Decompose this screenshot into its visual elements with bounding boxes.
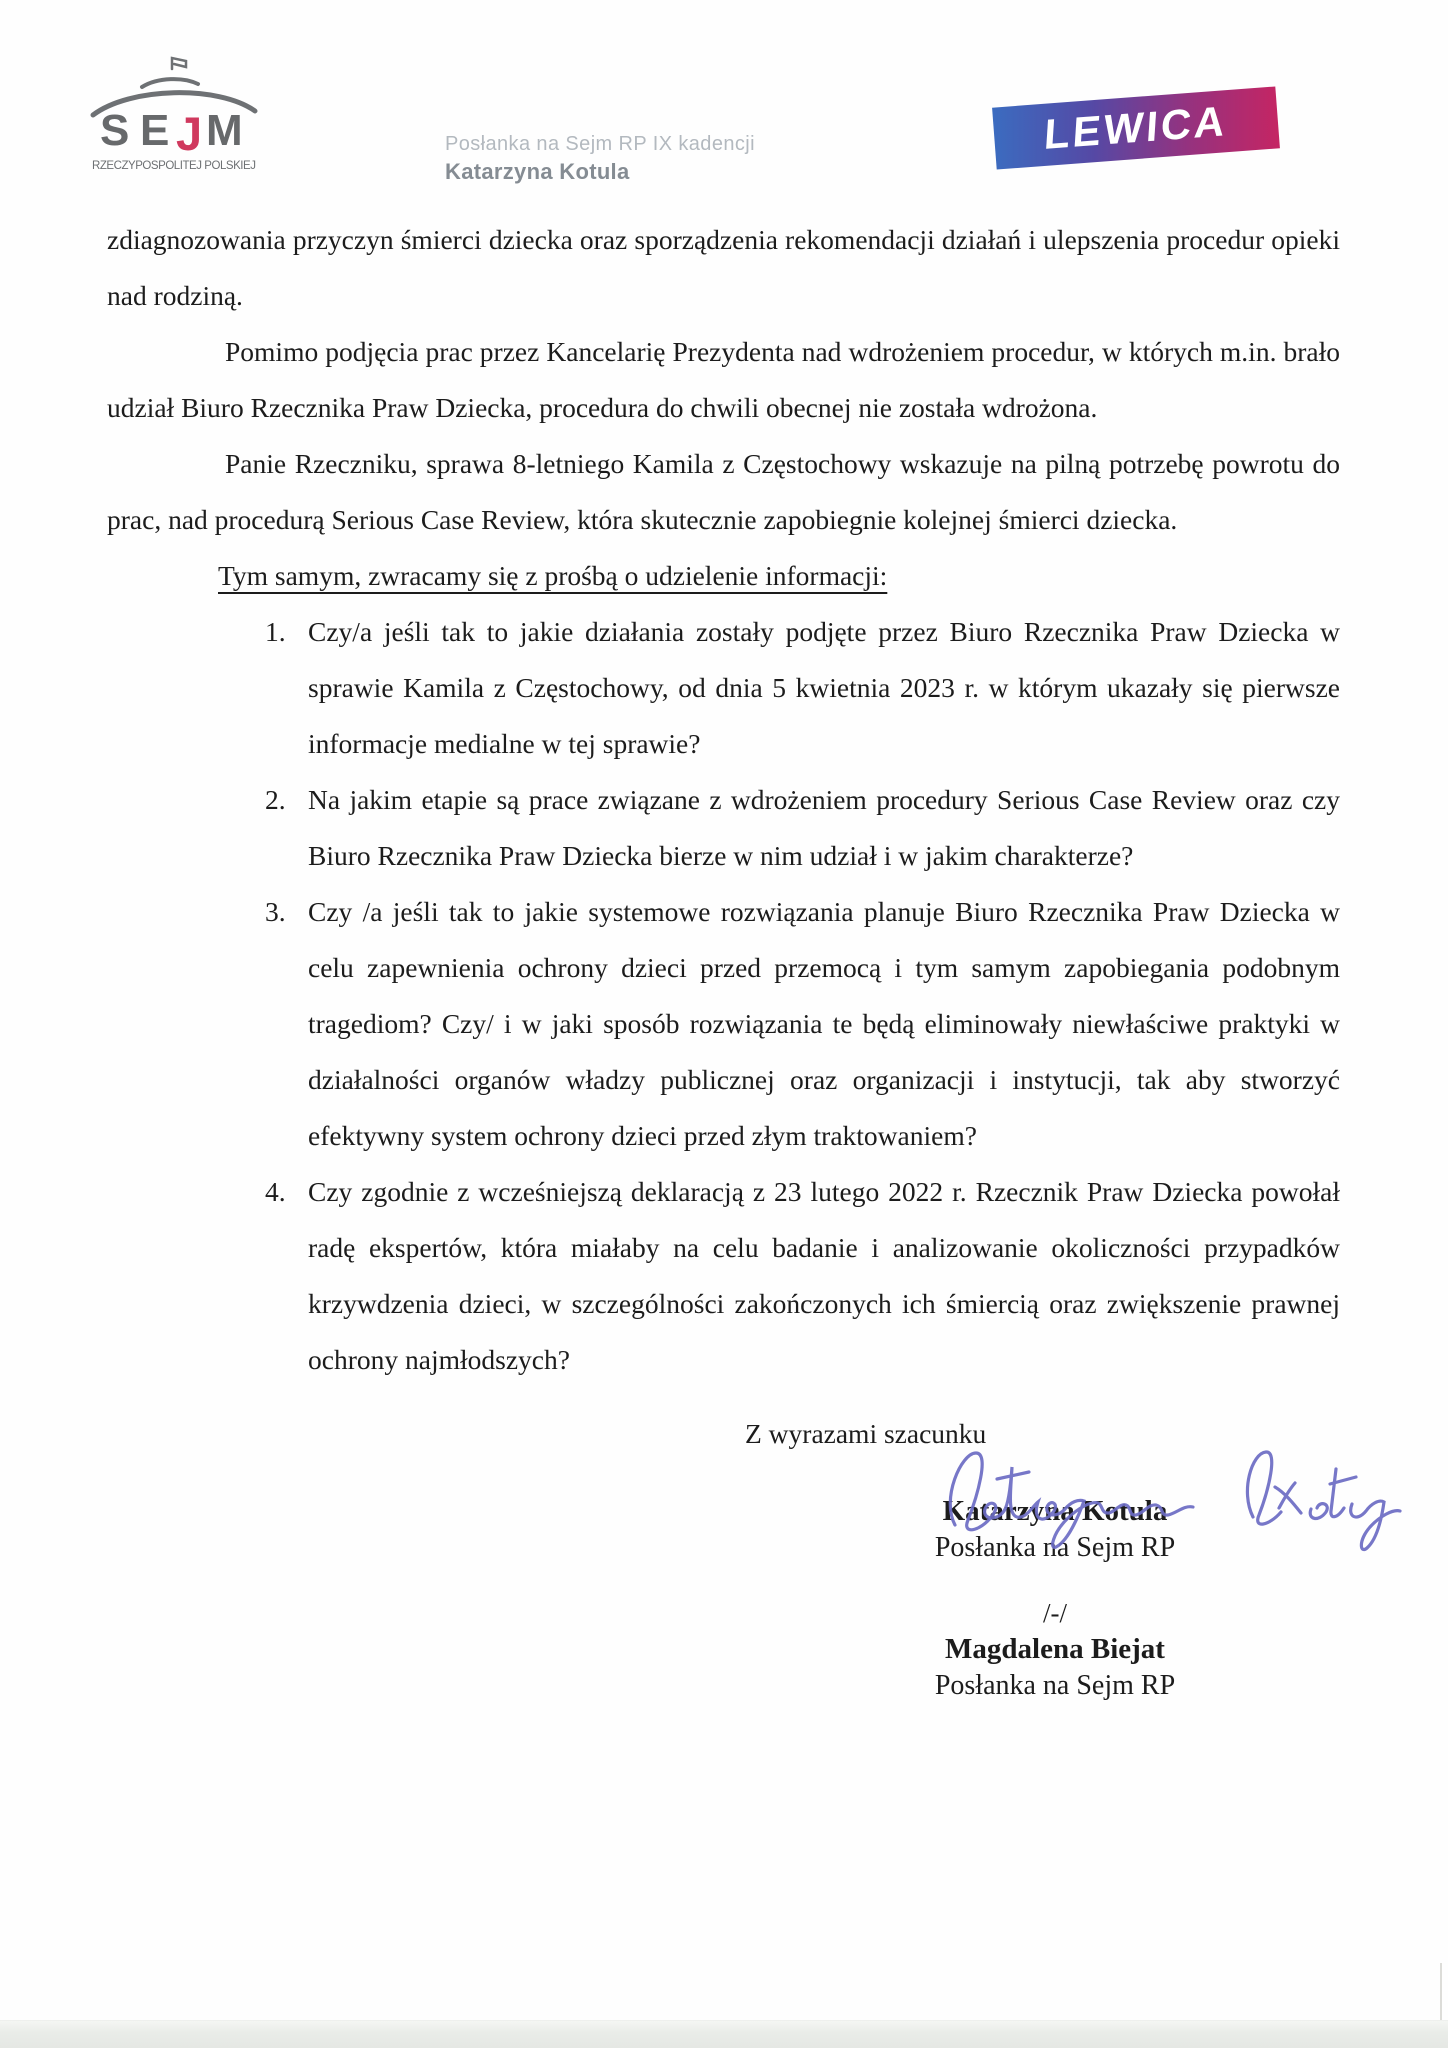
question-item-3 [107, 884, 1340, 1164]
signer-biejat [845, 1596, 1265, 1704]
question-item-2 [107, 772, 1340, 884]
question-item-1 [107, 604, 1340, 772]
question-number: 2. [265, 784, 286, 815]
deputy-role: Posłanka na Sejm RP IX kadencji [445, 133, 755, 155]
question-text: Czy/a jeśli tak to jakie działania zostały podjęte przez Biuro Rzecznika Praw Dziecka w sprawie Kamila z Częstochowy, od dnia 5 kwietnia 2023 r. w którym ukazały się pierwsze informacje medialne w tej sprawie? [308, 616, 1340, 759]
paragraph-appeal: Panie Rzeczniku, sprawa 8-letniego Kamila z Częstochowy wskazuje na pilną potrzebę powrotu do prac, nad procedurą Serious Case Review, która skutecznie zapobiegnie kolejnej śmierci dziecka. [107, 448, 1340, 535]
request-heading-text: Tym samym, zwracamy się z prośbą o udzielenie informacji: [218, 560, 888, 591]
signature-mark: /-/ [1043, 1598, 1067, 1628]
question-number: 1. [265, 616, 286, 647]
deputy-name: Katarzyna Kotula [445, 159, 630, 184]
question-number: 4. [265, 1176, 286, 1207]
question-text: Na jakim etapie są prace związane z wdrożeniem procedury Serious Case Review oraz czy Biuro Rzecznika Praw Dziecka bierze w nim udział i w jakim charakterze? [308, 784, 1340, 871]
scan-bottom-strip [0, 2020, 1448, 2048]
question-number: 3. [265, 896, 286, 927]
question-text: Czy /a jeśli tak to jakie systemowe rozwiązania planuje Biuro Rzecznika Praw Dziecka w celu zapewnienia ochrony dzieci przed przemocą i tym samym zapobiegania podobnym tragediom? Czy/ i w jaki sposób rozwiązania te będą eliminowały niewłaściwe praktyki w działalności organów władzy publicznej oraz organizacji i instytucji, tak aby stworzyć efektywny system ochrony dzieci przed złym traktowaniem? [308, 896, 1340, 1151]
signer-title: Posłanka na Sejm RP [934, 1670, 1176, 1701]
closing-block [107, 1388, 1340, 1704]
signer-title: Posłanka na Sejm RP [934, 1532, 1176, 1563]
question-text: Czy zgodnie z wcześniejszą deklaracją z 23 lutego 2022 r. Rzecznik Praw Dziecka powołał radę ekspertów, która miałaby na celu badanie i analizowanie okoliczności przypadków krzywdzenia dzieci, w szczególności zakończonych ich śmiercią oraz zwiększenie prawnej ochrony najmłodszych? [308, 1176, 1340, 1375]
sejm-letter-s: S [100, 106, 130, 155]
request-heading [107, 548, 1340, 604]
scan-edge-line [1440, 1963, 1442, 2021]
question-item-4 [107, 1164, 1340, 1388]
sejm-subtitle: RZECZYPOSPOLITEJ POLSKIEJ [92, 160, 256, 172]
paragraph-procedures: Pomimo podjęcia prac przez Kancelarię Prezydenta nad wdrożeniem procedur, w których m.in. brało udział Biuro Rzecznika Praw Dziecka, procedura do chwili obecnej nie została wdrożona. [107, 336, 1340, 423]
signer-kotula [845, 1492, 1265, 1566]
sejm-letter-m: M [206, 106, 243, 155]
lewica-logo-label: LEWICA [1042, 96, 1230, 159]
salutation: Z wyrazami szacunku [745, 1418, 987, 1449]
paragraph-continuation: zdiagnozowania przyczyn śmierci dziecka oraz sporządzenia rekomendacji działań i ulepszenia procedur opieki nad rodziną. [107, 224, 1340, 311]
sejm-letter-e: E [140, 106, 170, 155]
signer-name: Magdalena Biejat [945, 1633, 1165, 1665]
question-list [107, 604, 1340, 1388]
sejm-letter-j: J [176, 107, 203, 160]
signer-name: Katarzyna Kotula [942, 1495, 1168, 1527]
